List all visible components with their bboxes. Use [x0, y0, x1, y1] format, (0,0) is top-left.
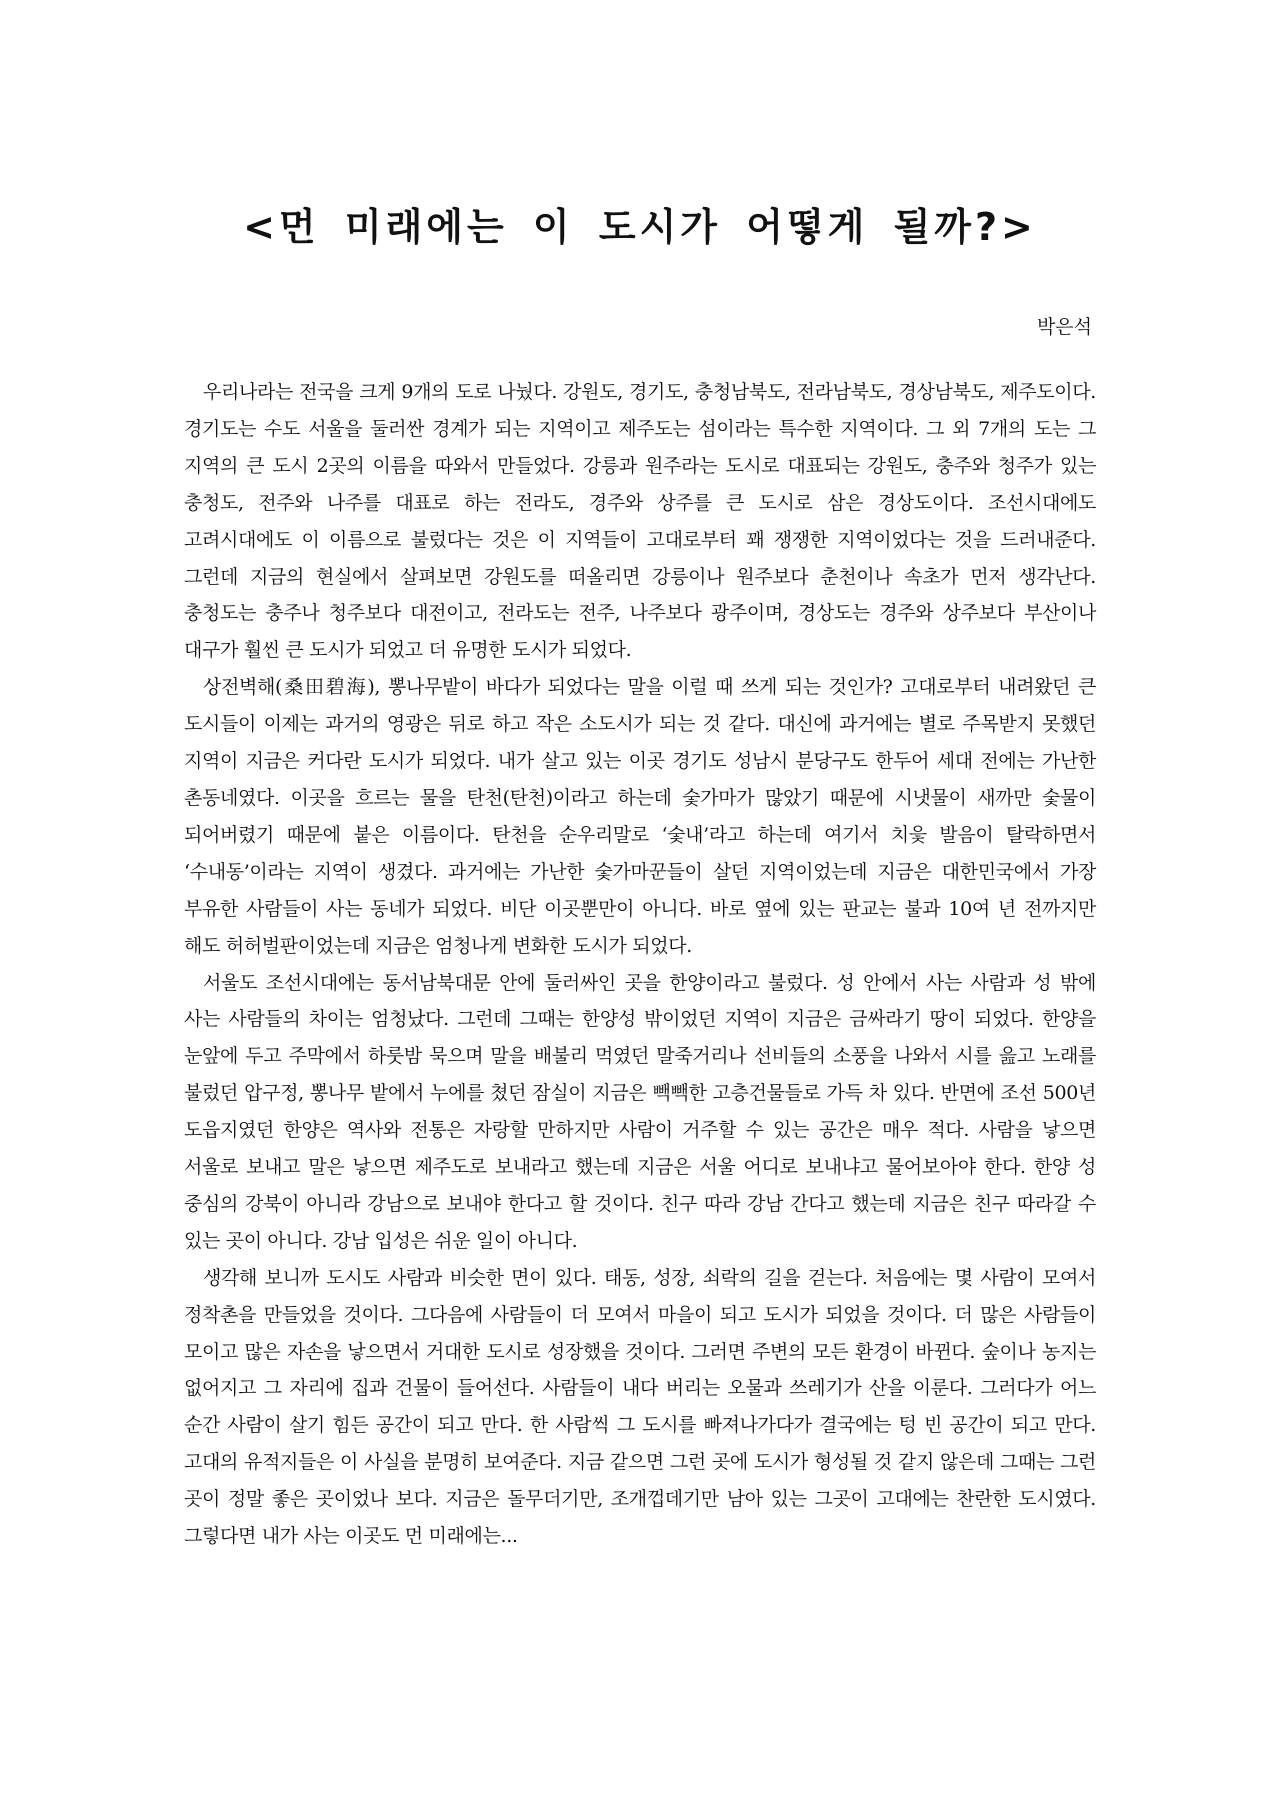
- paragraph-4: 생각해 보니까 도시도 사람과 비슷한 면이 있다. 태동, 성장, 쇠락의 길을 걷는다. 처음에는 몇 사람이 모여서 정착촌을 만들었을 것이다. 그다음에 사람들이 더 모여서 마을이 되고 도시가 되었을 것이다. 더 많은 사람들이 모이고 많은 자손을 낳으면서 거대한 도시로 성장했을 것이다. 그러면 주변의 모든 환경이 바뀐다. 숲이나 농지는 없어지고 그 자리에 집과 건물이 들어선다. 사람들이 내다 버리는 오물과 쓰레기가 산을 이룬다. 그러다가 어느 순간 사람이 살기 힘든 공간이 되고 만다. 한 사람씩 그 도시를 빠져나가다가 결국에는 텅 빈 공간이 되고 만다. 고대의 유적지들은 이 사실을 분명히 보여준다. 지금 같으면 그런 곳에 도시가 형성될 것 같지 않은데 그때는 그런 곳이 정말 좋은 곳이었나 보다. 지금은 돌무더기만, 조개껍데기만 남아 있는 그곳이 고대에는 찬란한 도시였다. 그렇다면 내가 사는 이곳도 먼 미래에는...: [184, 1266, 1096, 1548]
- author-name: 박은석: [1036, 316, 1092, 338]
- paragraph-3: 서울도 조선시대에는 동서남북대문 안에 둘러싸인 곳을 한양이라고 불렀다. 성 안에서 사는 사람과 성 밖에 사는 사람들의 차이는 엄청났다. 그런데 그때는 한양성 밖이었던 지역이 지금은 금싸라기 땅이 되었다. 한양을 눈앞에 두고 주막에서 하룻밤 묵으며 말을 배불리 먹였던 말죽거리나 선비들의 소풍을 나와서 시를 읊고 노래를 불렀던 압구정, 뽕나무 밭에서 누에를 쳤던 잠실이 지금은 빽빽한 고층건물들로 가득 차 있다. 반면에 조선 500년 도읍지였던 한양은 역사와 전통은 자랑할 만하지만 사람이 거주할 수 있는 공간은 매우 적다. 사람을 낳으면 서울로 보내고 말은 낳으면 제주도로 보내라고 했는데 지금은 서울 어디로 보내냐고 물어보아야 한다. 한양 성 중심의 강북이 아니라 강남으로 보내야 한다고 할 것이다. 친구 따라 강남 간다고 했는데 지금은 친구 따라갈 수 있는 곳이 아니다. 강남 입성은 쉬운 일이 아니다.: [184, 971, 1096, 1252]
- paragraph-1: 우리나라는 전국을 크게 9개의 도로 나눴다. 강원도, 경기도, 충청남북도, 전라남북도, 경상남북도, 제주도이다. 경기도는 수도 서울을 둘러싼 경계가 되는 지역이고 제주도는 섬이라는 특수한 지역이다. 그 외 7개의 도는 그 지역의 큰 도시 2곳의 이름을 따와서 만들었다. 강릉과 원주라는 도시로 대표되는 강원도, 충주와 청주가 있는 충청도, 전주와 나주를 대표로 하는 전라도, 경주와 상주를 큰 도시로 삼은 경상도이다. 조선시대에도 고려시대에도 이 이름으로 불렀다는 것은 이 지역들이 고대로부터 꽤 쟁쟁한 지역이었다는 것을 드러내준다. 그런데 지금의 현실에서 살펴보면 강원도를 떠올리면 강릉이나 원주보다 춘천이나 속초가 먼저 생각난다. 충청도는 충주나 청주보다 대전이고, 전라도는 전주, 나주보다 광주이며, 경상도는 경주와 상주보다 부산이나 대구가 훨씬 큰 도시가 되었고 더 유명한 도시가 되었다.: [184, 381, 1096, 662]
- document-title: <먼 미래에는 이 도시가 어떻게 될까?>: [243, 205, 1037, 249]
- body-text: [184, 374, 1096, 1555]
- paragraph-2: 상전벽해(桑田碧海), 뽕나무밭이 바다가 되었다는 말을 이럴 때 쓰게 되는 것인가? 고대로부터 내려왔던 큰 도시들이 이제는 과거의 영광은 뒤로 하고 작은 소도시가 되는 것 같다. 대신에 과거에는 별로 주목받지 못했던 지역이 지금은 커다란 도시가 되었다. 내가 살고 있는 이곳 경기도 성남시 분당구도 한두어 세대 전에는 가난한 촌동네였다. 이곳을 흐르는 물을 탄천(탄천)이라고 하는데 숯가마가 많았기 때문에 시냇물이 새까만 숯물이 되어버렸기 때문에 붙은 이름이다. 탄천을 순우리말로 ‘숯내’라고 하는데 여기서 치읓 발음이 탈락하면서 ‘수내동’이라는 지역이 생겼다. 과거에는 가난한 숯가마꾼들이 살던 지역이었는데 지금은 대한민국에서 가장 부유한 사람들이 사는 동네가 되었다. 비단 이곳뿐만이 아니다. 바로 옆에 있는 판교는 불과 10여 년 전까지만 해도 허허벌판이었는데 지금은 엄청나게 변화한 도시가 되었다.: [184, 676, 1096, 957]
- document-page: [184, 0, 1096, 1810]
